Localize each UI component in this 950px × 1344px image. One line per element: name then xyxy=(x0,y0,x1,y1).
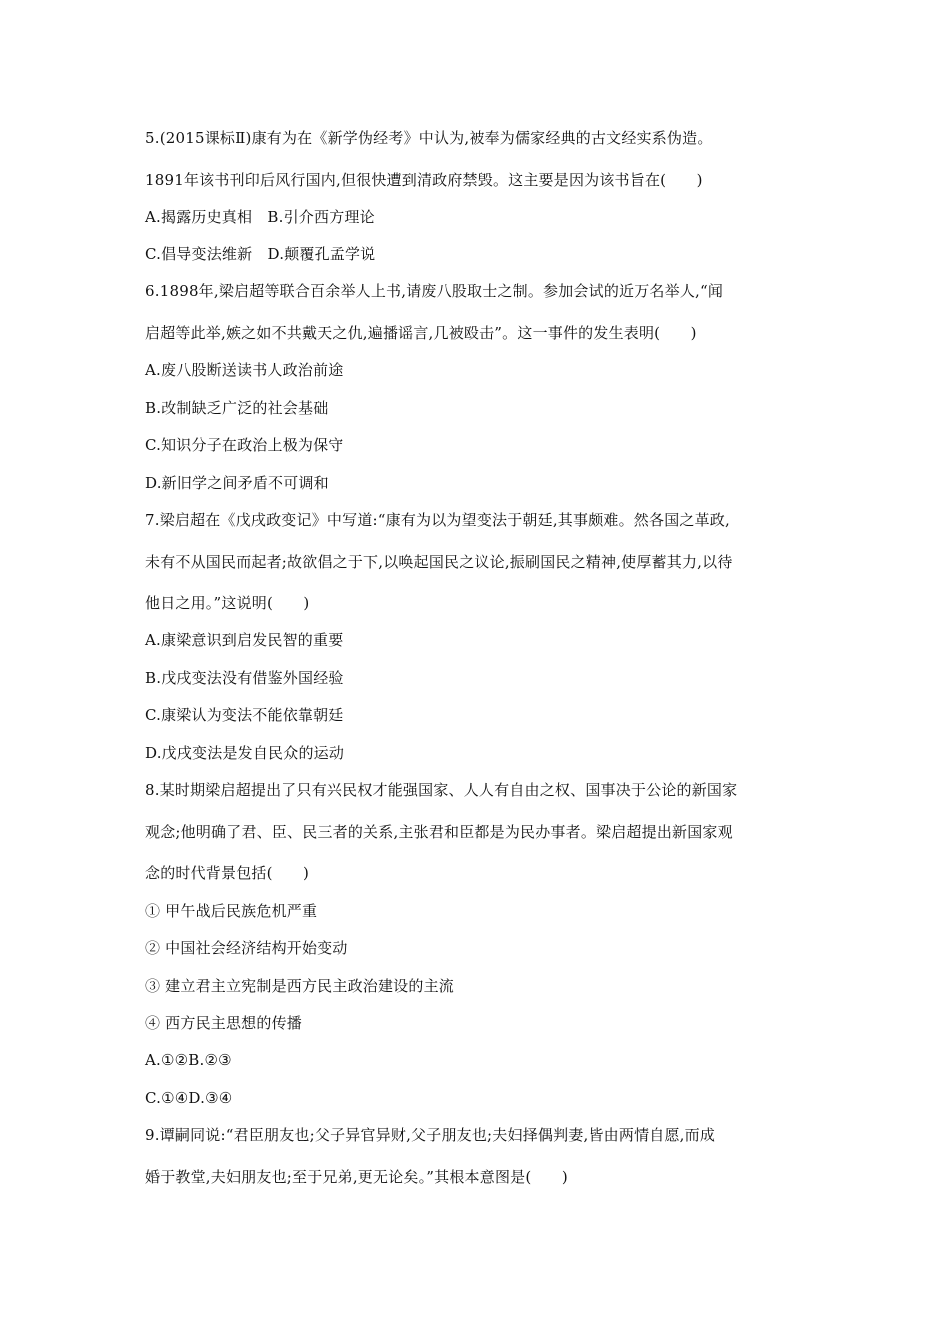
question-stem-line: 1891年该书刊印后风行国内,但很快遭到清政府禁毁。这主要是因为该书旨在( ) xyxy=(145,171,703,189)
question-stem-line: 7.梁启超在《戊戌政变记》中写道:“康有为以为望变法于朝廷,其事颇难。然各国之革政, xyxy=(145,511,730,529)
answer-option: B.改制缺乏广泛的社会基础 xyxy=(145,399,329,417)
numbered-statement: ④ 西方民主思想的传播 xyxy=(145,1014,302,1032)
answer-option: D.新旧学之间矛盾不可调和 xyxy=(145,474,329,492)
answer-option: D.戊戌变法是发自民众的运动 xyxy=(145,744,345,762)
question-stem-line: 9.谭嗣同说:“君臣朋友也;父子异官异财,父子朋友也;夫妇择偶判妻,皆由两情自愿,而成 xyxy=(145,1126,716,1144)
question-stem-line: 6.1898年,梁启超等联合百余举人上书,请废八股取士之制。参加会试的近万名举人,“闻 xyxy=(145,282,724,300)
question-stem-line: 5.(2015课标Ⅱ)康有为在《新学伪经考》中认为,被奉为儒家经典的古文经实系伪造。 xyxy=(145,129,713,147)
answer-option: C.倡导变法维新 D.颠覆孔孟学说 xyxy=(145,245,376,263)
question-stem-line: 婚于教堂,夫妇朋友也;至于兄弟,更无论矣。”其根本意图是( ) xyxy=(145,1168,568,1186)
question-stem-line: 他日之用。”这说明( ) xyxy=(145,594,310,612)
answer-option: A.①②B.②③ xyxy=(145,1051,232,1069)
numbered-statement: ① 甲午战后民族危机严重 xyxy=(145,902,318,920)
answer-option: A.康梁意识到启发民智的重要 xyxy=(145,631,344,649)
answer-option: C.康梁认为变法不能依靠朝廷 xyxy=(145,706,344,724)
numbered-statement: ② 中国社会经济结构开始变动 xyxy=(145,939,348,957)
answer-option: B.戊戌变法没有借鉴外国经验 xyxy=(145,669,344,687)
question-stem-line: 启超等此举,嫉之如不共戴天之仇,遍播谣言,几被殴击”。这一事件的发生表明( ) xyxy=(145,324,697,342)
answer-option: A.揭露历史真相 B.引介西方理论 xyxy=(145,208,375,226)
answer-option: C.①④D.③④ xyxy=(145,1089,233,1107)
question-stem-line: 8.某时期梁启超提出了只有兴民权才能强国家、人人有自由之权、国事决于公论的新国家 xyxy=(145,781,738,799)
answer-option: A.废八股断送读书人政治前途 xyxy=(145,361,344,379)
numbered-statement: ③ 建立君主立宪制是西方民主政治建设的主流 xyxy=(145,977,454,995)
answer-option: C.知识分子在政治上极为保守 xyxy=(145,436,344,454)
question-stem-line: 未有不从国民而起者;故欲倡之于下,以唤起国民之议论,振刷国民之精神,使厚蓄其力,以待 xyxy=(145,553,733,571)
question-stem-line: 念的时代背景包括( ) xyxy=(145,864,310,882)
question-stem-line: 观念;他明确了君、臣、民三者的关系,主张君和臣都是为民办事者。梁启超提出新国家观 xyxy=(145,823,733,841)
